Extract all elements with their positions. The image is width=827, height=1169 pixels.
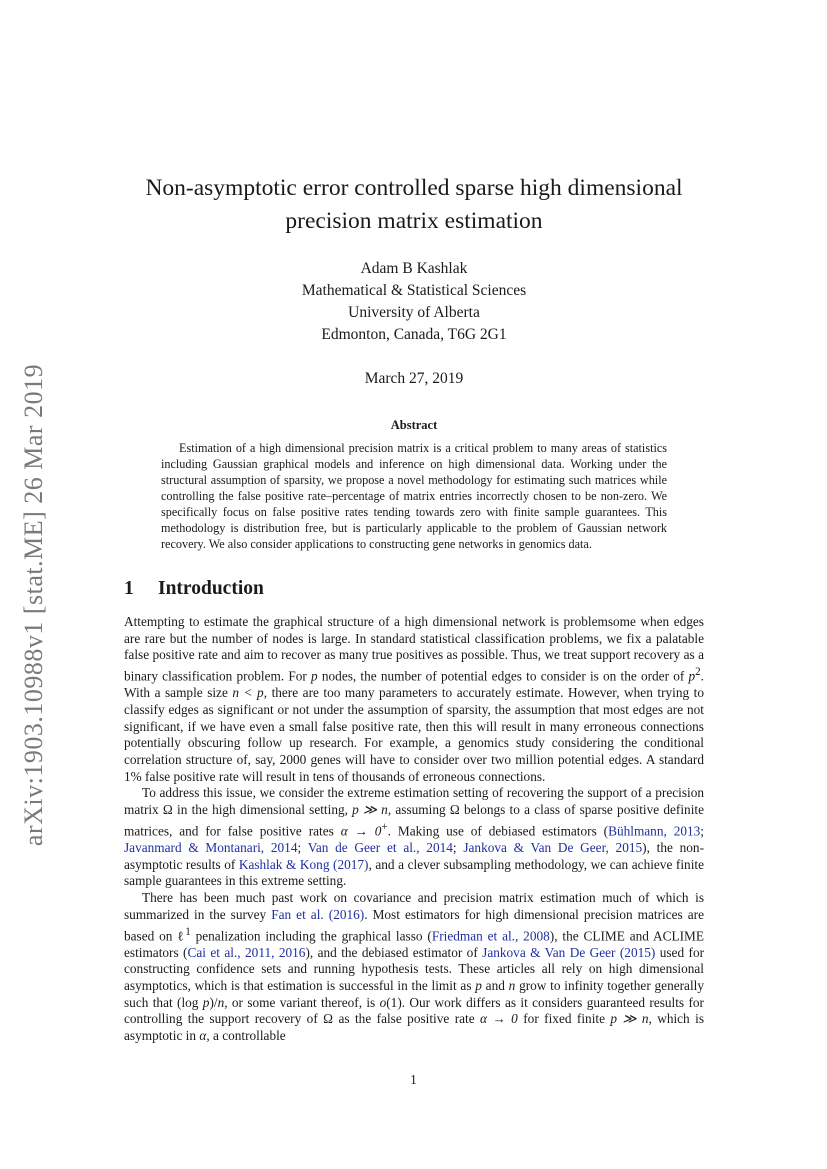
page-number: 1 [410,1072,417,1087]
paper-page [124,172,704,1045]
section-body [124,614,704,1045]
abstract-heading: Abstract [390,418,438,432]
section-heading [124,578,704,600]
section-number: 1 [124,578,134,599]
citation-link[interactable]: Van de Geer et al., 2014 [307,839,453,855]
paragraph-1: Attempting to estimate the graphical structure of a high dimensional network is problemsome when edges are rare but the number of nodes is large. In standard statistical classification problems, we fix a palatable false positive rate and aim to recover as many true positives as possible. Thus, we treat support recovery as a binary classification problem. For p nodes, the number of potential edges to consider is on the order of $p^2$. With a sample size n < p, there are too many parameters to accurately estimate. However, when trying to classify edges as significant or not under the assumption of sparsity, the assumption that most edges are not significant, if we have even a small false positive rate, then this will result in many erroneous connections potentially obscuring follow up research. For example, a genomics study considering the conditional correlation structure of, say, 2000 genes will have to consider over two million potential edges. A standard 1% false positive rate will result in tens of thousands of erroneous connections. [124,614,705,784]
abstract-text: Estimation of a high dimensional precision matrix is a critical problem to many areas of statistics including Gaussian graphical models and inference on high dimensional data. Working under the structural assumption of sparsity, we propose a novel methodology for estimating such matrices while controlling the false positive rate–percentage of matrix entries incorrectly chosen to be non-zero. We specifically focus on false positive rates tending towards zero with finite sample guarantees. This methodology is distribution free, but is particularly applicable to the problem of Gaussian network recovery. We also consider applications to constructing gene networks in genomics data. [161,441,667,551]
section-title: Introduction [158,578,264,599]
paragraph-2: To address this issue, we consider the extreme estimation setting of recovering the support of a precision matrix Ω in the high dimensional setting, p ≫ n, assuming Ω belongs to a class of sparse positive definite matrices, and for false positive rates α → 0+. Making use of debiased estimators (Bühlmann, 2013; Javanmard & Montanari, 2014; Van de Geer et al., 2014; Jankova & Van De Geer, 2015), the non-asymptotic results of Kashlak & Kong (2017), and a clever subsampling methodology, we can achieve finite sample guarantees in this extreme setting. [124,785,704,889]
citation-link[interactable]: Fan et al. (2016) [271,906,365,922]
citation-link[interactable]: Javanmard & Montanari, 2014 [124,839,298,855]
author-name: Adam B Kashlak [360,260,468,277]
author-department: Mathematical & Statistical Sciences [301,282,527,299]
author-university: University of Alberta [348,304,480,321]
paragraph-3: There has been much past work on covariance and precision matrix estimation much of which is summarized in the survey Fan et al. (2016). Most estimators for high dimensional precision matrices are based on ℓ$^1$ penalization including the graphical lasso (Friedman et al., 2008), the CLIME and ACLIME estimators (Cai et al., 2011, 2016), and the debiased estimator of Jankova & Van De Geer (2015) used for constructing confidence sets and running hypothesis tests. These articles all rely on high dimensional asymptotics, which is that estimation is successful in the limit as p and n grow to infinity together generally such that (log p)/n, or some variant thereof, is o(1). Our work differs as it considers guaranteed results for controlling the support recovery of Ω as the false positive rate α → 0 for fixed finite p ≫ n, which is asymptotic in α, a controllable [124,890,705,1044]
author-address: Edmonton, Canada, T6G 2G1 [321,326,507,343]
paper-title [124,172,704,238]
citation-link[interactable]: Friedman et al., 2008 [431,927,550,943]
citation-link[interactable]: Jankova & Van De Geer (2015) [482,944,656,960]
title-line-1: Non-asymptotic error controlled sparse high dimensional [145,175,683,201]
author-block [124,258,704,346]
arxiv-identifier: arXiv:1903.10988v1 [stat.ME] 26 Mar 2019 [19,363,49,846]
citation-link[interactable]: Kashlak & Kong (2017) [238,856,369,872]
title-line-2: precision matrix estimation [285,208,543,234]
citation-link[interactable]: Cai et al., 2011, 2016 [187,944,306,960]
paper-date: March 27, 2019 [364,370,464,387]
arxiv-side-stamp [16,352,52,857]
citation-link[interactable]: Bühlmann, 2013 [608,823,701,839]
citation-link[interactable]: Jankova & Van De Geer, 2015 [463,839,643,855]
